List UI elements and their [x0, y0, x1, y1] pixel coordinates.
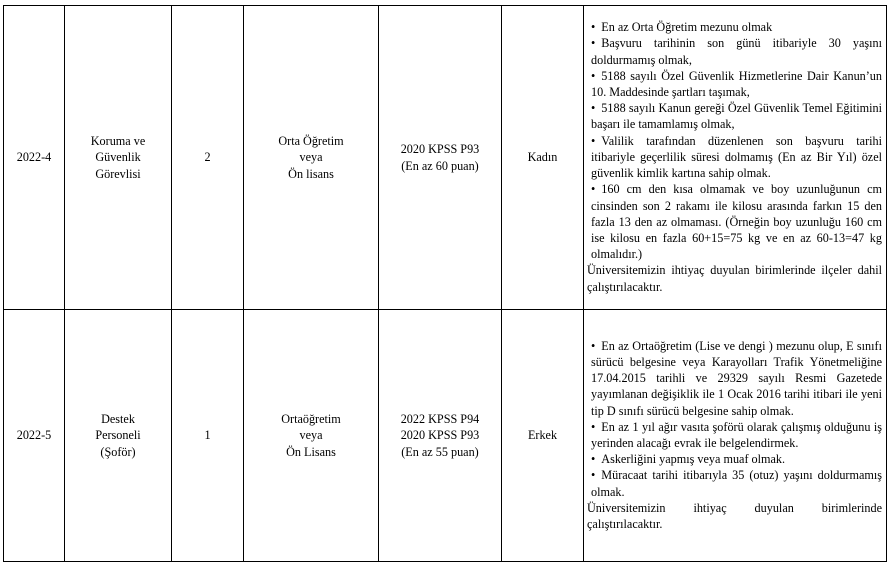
gender: Kadın: [502, 6, 584, 310]
table-row: [4, 310, 887, 562]
requirement-note: Üniversitemizin ihtiyaç duyulan birimlerinde çalıştırılacaktır.: [587, 500, 882, 532]
requirement-item: • En az Orta Öğretim mezunu olmak: [587, 19, 882, 35]
requirement-item: • 5188 sayılı Kanun gereği Özel Güvenlik Temel Eğitimini başarı ile tamamlamış olmak,: [587, 100, 882, 132]
table-row: [4, 6, 887, 310]
requirement-item: • 5188 sayılı Özel Güvenlik Hizmetlerine Dair Kanun’un 10. Maddesinde şartları taşımak,: [587, 68, 882, 100]
position-code: 2022-5: [4, 310, 65, 562]
requirement-item: • Başvuru tarihinin son günü itibariyle 30 yaşını doldurmamış olmak,: [587, 35, 882, 67]
education-level: Ortaöğretim veya Ön Lisans: [244, 310, 379, 562]
position-code: 2022-4: [4, 6, 65, 310]
requirement-note: Üniversitemizin ihtiyaç duyulan birimlerinde ilçeler dahil çalıştırılacaktır.: [587, 263, 882, 294]
requirements-list: [584, 6, 887, 310]
position-title: Koruma ve Güvenlik Görevlisi: [65, 6, 172, 310]
requirement-item: • Müracaat tarihi itibarıyla 35 (otuz) yaşını doldurmamış olmak.: [587, 467, 882, 499]
kpss-requirement: 2020 KPSS P93 (En az 60 puan): [379, 6, 502, 310]
position-count: 1: [172, 310, 244, 562]
kpss-requirement: 2022 KPSS P94 2020 KPSS P93 (En az 55 puan): [379, 310, 502, 562]
requirement-item: • Valilik tarafından düzenlenen son başvuru tarihi itibariyle geçerlilik süresi dolmamış (En az Bir Yıl) özel güvenlik kimlik kartına sahip olmak.: [587, 133, 882, 182]
requirements-list: [584, 310, 887, 562]
requirement-item: • En az Ortaöğretim (Lise ve dengi ) mezunu olup, E sınıfı sürücü belgesine veya Karayolları Trafik Yönetmeliğine 17.04.2015 tarihli ve 29329 sayılı Resmi Gazetede yayımlanan değişiklik ile 1 Ocak 2016 tarihi itibari ile yeni tip D sınıfı sürücü belgesine sahip olmak.: [587, 338, 882, 419]
positions-table: [3, 5, 887, 562]
requirement-item: • Askerliğini yapmış veya muaf olmak.: [587, 451, 882, 467]
position-count: 2: [172, 6, 244, 310]
gender: Erkek: [502, 310, 584, 562]
education-level: Orta Öğretim veya Ön lisans: [244, 6, 379, 310]
requirement-item: • 160 cm den kısa olmamak ve boy uzunluğunun cm cinsinden son 2 rakamı ile kilosu arasında farkın 15 den fazla 13 den az olmaması. (Örneğin boy uzunluğu 160 cm ise kilosu en fazla 60+15=75 kg ve en az 60-13=47 kg olmalıdır.): [587, 181, 882, 262]
position-title: Destek Personeli (Şoför): [65, 310, 172, 562]
requirement-item: • En az 1 yıl ağır vasıta şoförü olarak çalışmış olduğunu iş yerinden alacağı evrak ile belgelendirmek.: [587, 419, 882, 451]
